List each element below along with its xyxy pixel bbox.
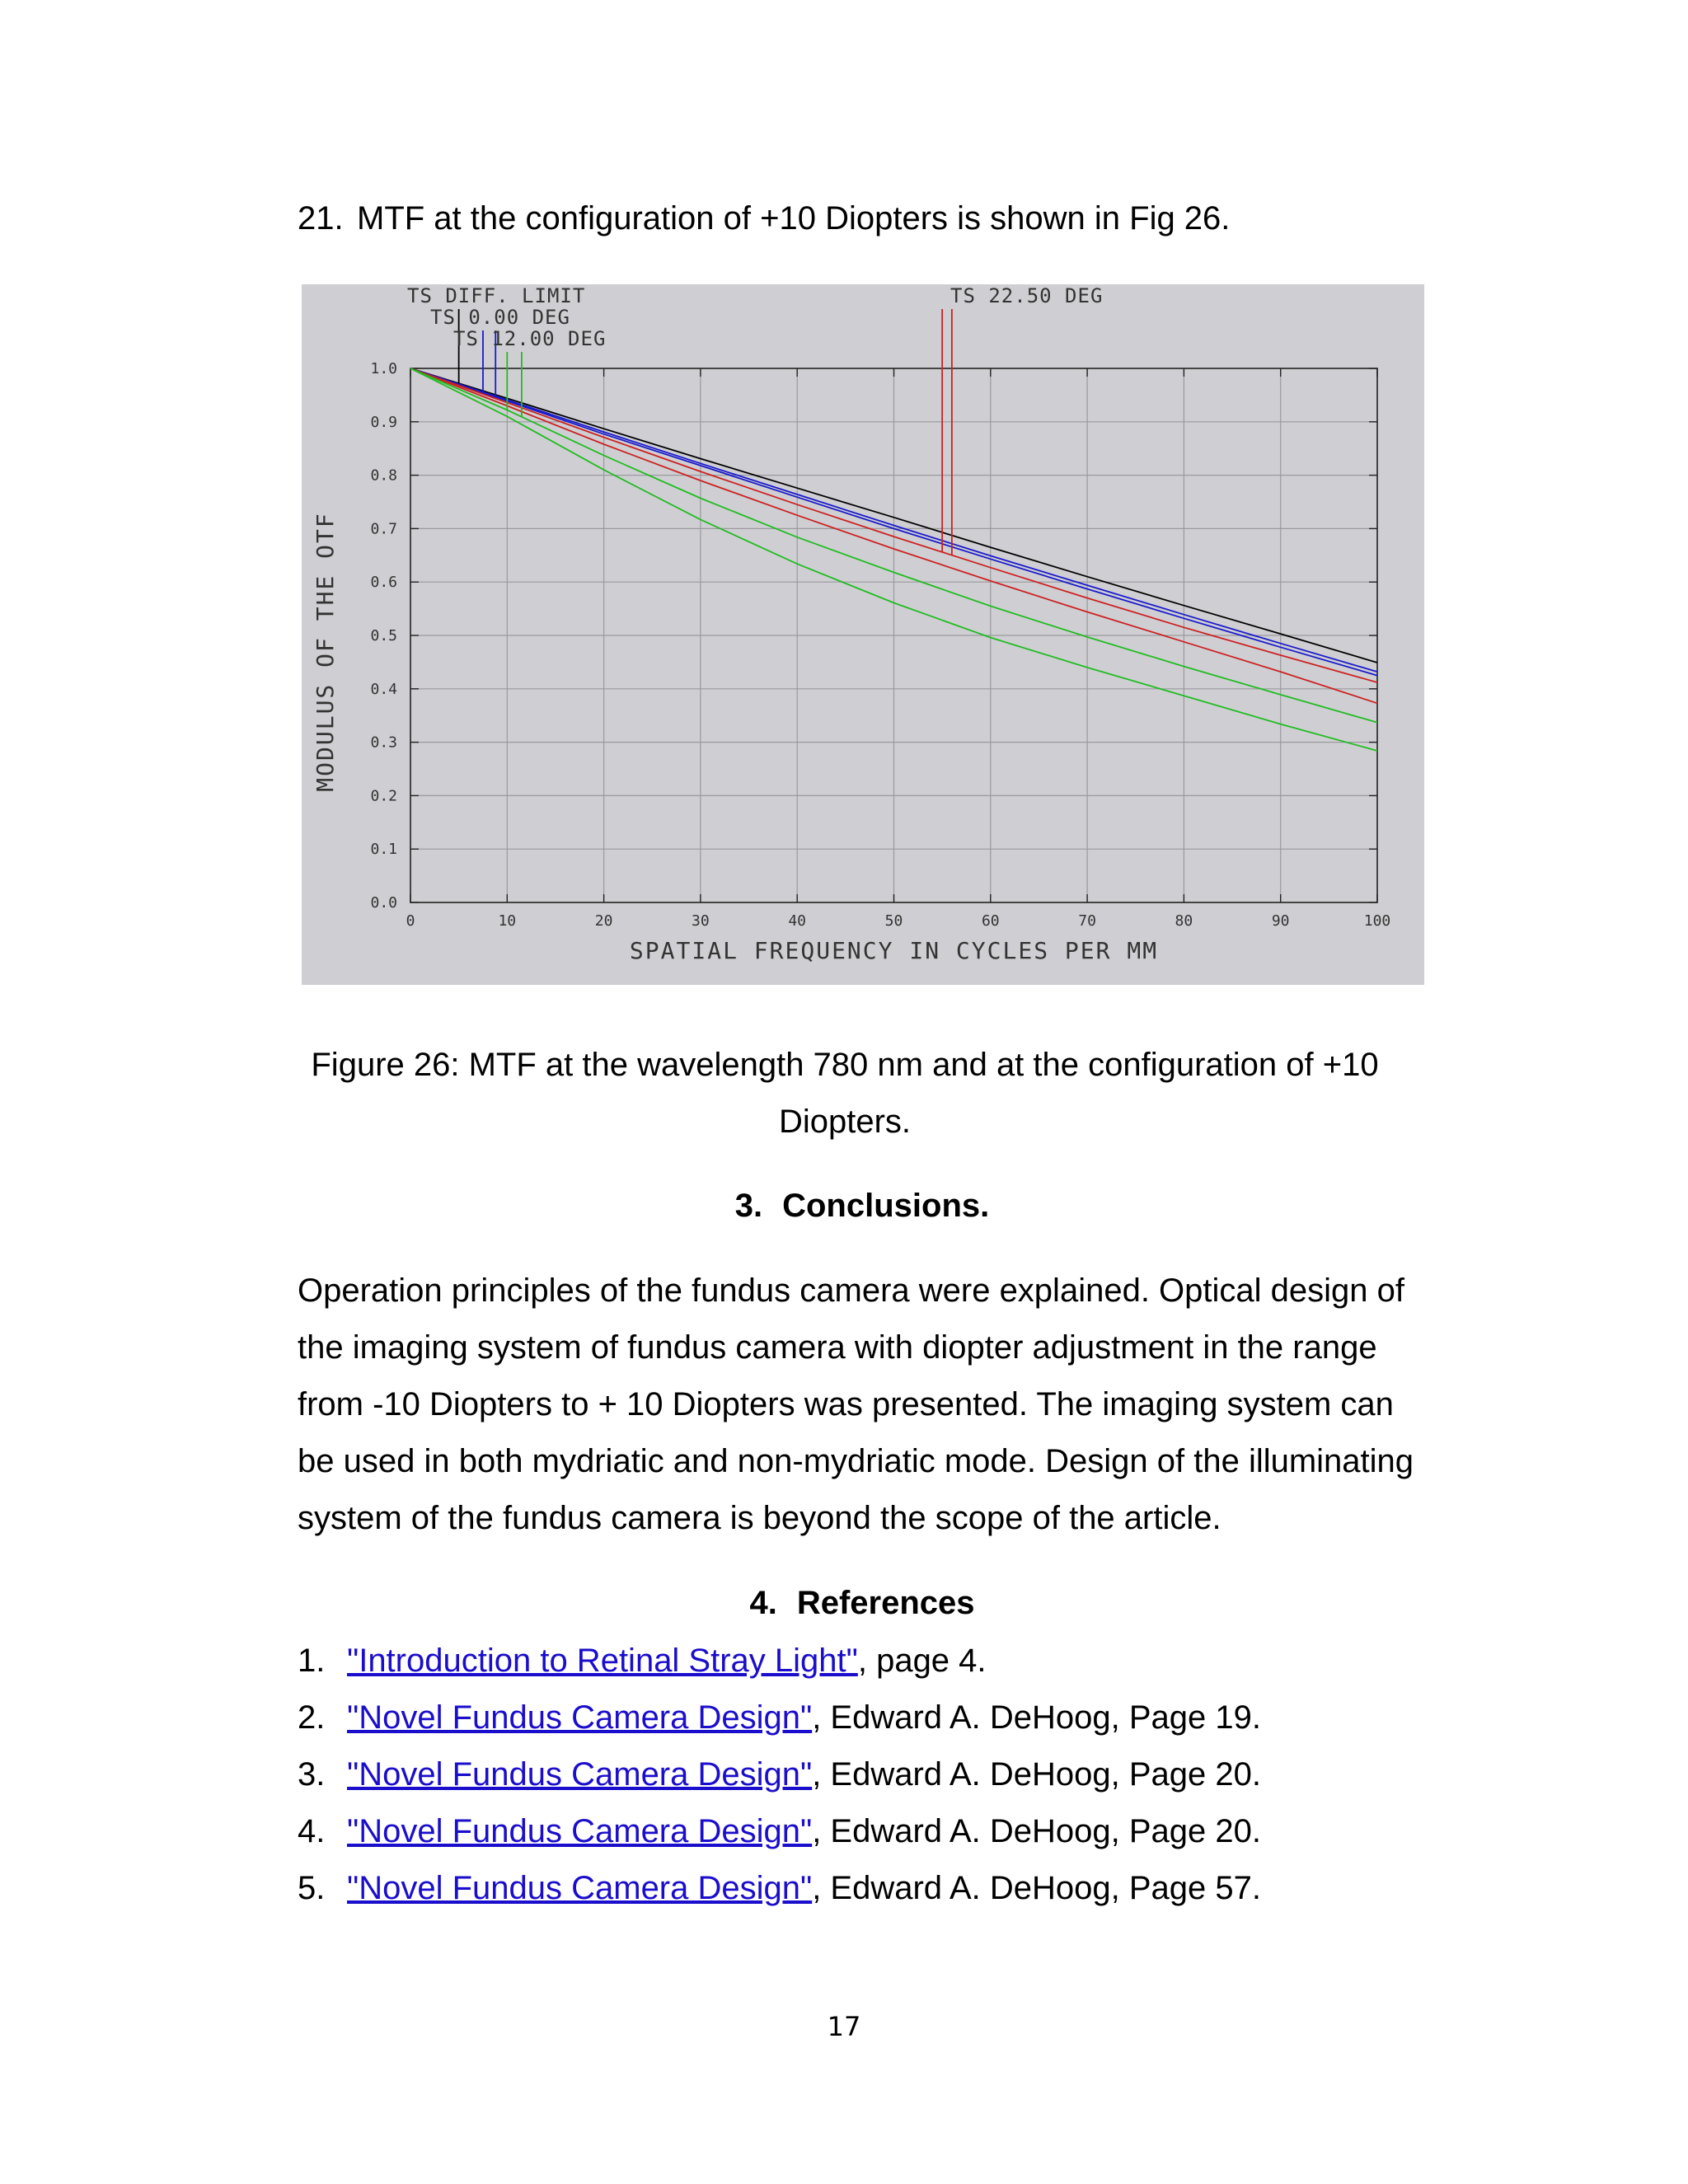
- reference-link[interactable]: "Novel Fundus Camera Design": [347, 1756, 813, 1793]
- reference-list: [298, 1633, 1261, 1917]
- reference-item: [298, 1633, 1261, 1690]
- reference-link[interactable]: "Novel Fundus Camera Design": [347, 1870, 813, 1906]
- x-tick-label: 80: [1175, 912, 1193, 930]
- reference-number: 4.: [298, 1813, 326, 1849]
- conclusions-heading: [298, 1178, 1427, 1235]
- y-tick-label: 0.7: [370, 520, 397, 538]
- reference-detail: , Edward A. DeHoog, Page 20.: [812, 1756, 1261, 1793]
- reference-number: 5.: [298, 1870, 326, 1906]
- reference-number: 2.: [298, 1699, 326, 1736]
- reference-item: [298, 1690, 1261, 1746]
- y-tick-label: 0.5: [370, 627, 397, 644]
- conclusions-text: Operation principles of the fundus camera were explained. Optical design of the imaging system of fundus camera with diopter adjustment in the range from -10 Diopters to + 10 Diopters was presented. The imaging system can be used in both mydriatic and non-mydriatic mode. Design of the illuminating system of the fundus camera is beyond the scope of the article.: [298, 1272, 1414, 1536]
- legend-label: TS 12.00 DEG: [453, 327, 607, 350]
- page-number: 17: [827, 2011, 861, 2042]
- x-tick-label: 20: [594, 912, 613, 930]
- reference-item: [298, 1746, 1261, 1803]
- x-tick-label: 0: [406, 912, 415, 930]
- references-heading: [298, 1575, 1427, 1632]
- x-tick-label: 10: [498, 912, 517, 930]
- y-tick-label: 0.0: [370, 894, 397, 912]
- legend-label: TS 0.00 DEG: [430, 306, 570, 329]
- x-tick-label: 30: [692, 912, 710, 930]
- x-axis-label: SPATIAL FREQUENCY IN CYCLES PER MM: [629, 937, 1159, 964]
- x-tick-label: 90: [1271, 912, 1290, 930]
- conclusions-number: 3.: [734, 1188, 763, 1224]
- conclusions-title: Conclusions.: [782, 1188, 990, 1224]
- reference-link[interactable]: "Novel Fundus Camera Design": [347, 1813, 813, 1849]
- reference-link[interactable]: "Introduction to Retinal Stray Light": [347, 1643, 858, 1679]
- reference-number: 1.: [298, 1643, 326, 1679]
- legend-label: TS 22.50 DEG: [950, 284, 1104, 307]
- y-tick-label: 1.0: [370, 360, 397, 377]
- y-tick-label: 0.2: [370, 787, 397, 805]
- reference-detail: , Edward A. DeHoog, Page 57.: [812, 1870, 1261, 1906]
- figure-caption: Figure 26: MTF at the wavelength 780 nm and at the configuration of +10 Diopters.: [311, 1047, 1379, 1140]
- y-tick-label: 0.6: [370, 574, 397, 592]
- x-tick-label: 50: [884, 912, 903, 930]
- reference-detail: , Edward A. DeHoog, Page 20.: [812, 1813, 1261, 1849]
- references-number: 4.: [749, 1585, 777, 1621]
- mtf-figure: [302, 284, 1424, 985]
- reference-number: 3.: [298, 1756, 326, 1793]
- reference-item: [298, 1860, 1261, 1917]
- reference-item: [298, 1803, 1261, 1860]
- y-tick-label: 0.3: [370, 733, 397, 752]
- y-axis-label: MODULUS OF THE OTF: [312, 512, 339, 792]
- y-tick-label: 0.4: [370, 680, 397, 698]
- y-tick-label: 0.1: [370, 841, 397, 859]
- references-title: References: [796, 1585, 975, 1621]
- x-tick-label: 100: [1363, 912, 1391, 930]
- intro-text: MTF at the configuration of +10 Diopters is shown in Fig 26.: [357, 200, 1231, 237]
- x-tick-label: 40: [788, 912, 807, 930]
- x-tick-label: 70: [1078, 912, 1096, 930]
- intro-number: 21.: [298, 200, 344, 237]
- x-tick-label: 60: [981, 912, 1000, 930]
- y-tick-label: 0.9: [370, 413, 397, 431]
- reference-link[interactable]: "Novel Fundus Camera Design": [347, 1699, 813, 1736]
- intro-paragraph: [298, 190, 1427, 247]
- reference-detail: , Edward A. DeHoog, Page 19.: [812, 1699, 1261, 1736]
- legend-label: TS DIFF. LIMIT: [407, 284, 586, 307]
- y-tick-label: 0.8: [370, 466, 397, 485]
- reference-detail: , page 4.: [857, 1643, 987, 1679]
- mtf-chart: [302, 284, 1424, 985]
